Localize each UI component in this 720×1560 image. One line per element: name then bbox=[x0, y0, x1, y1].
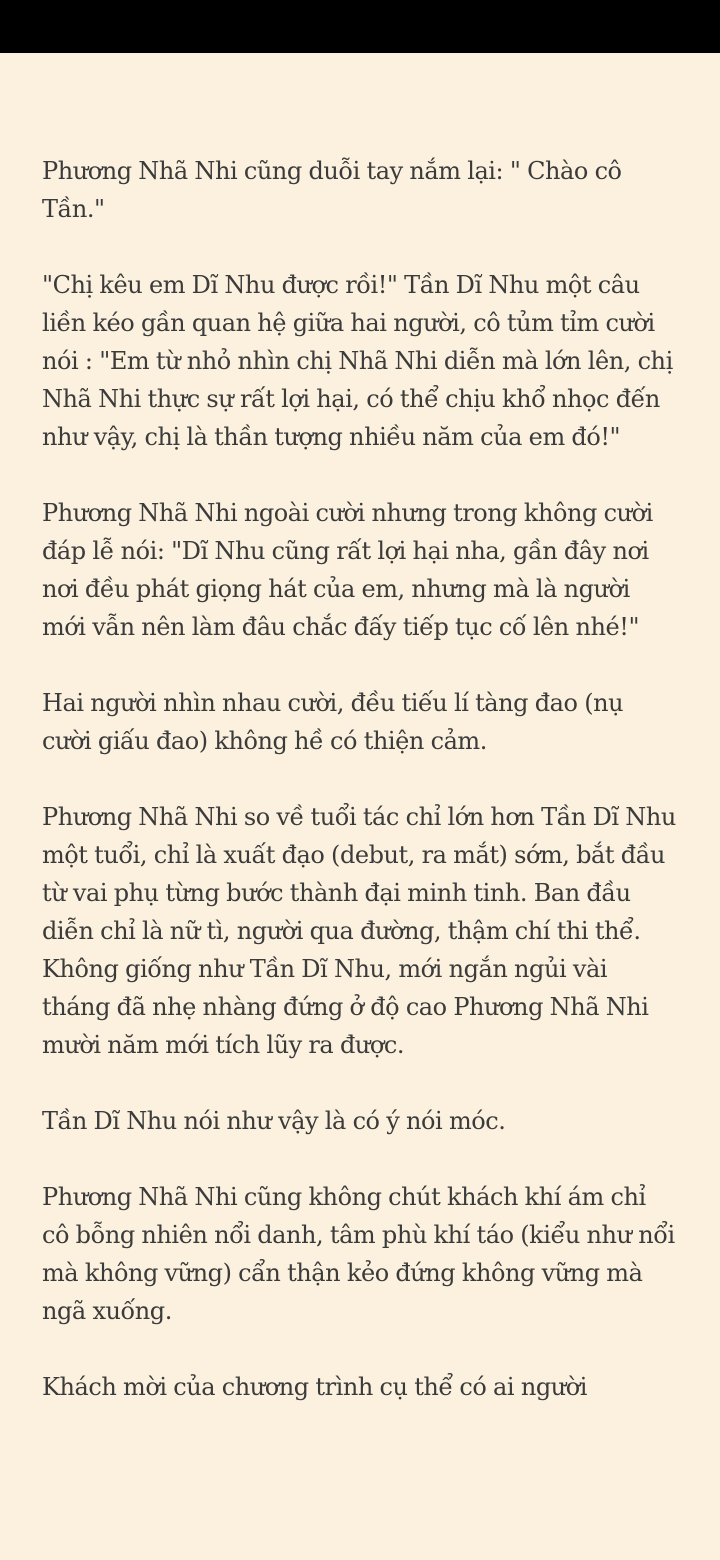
paragraph: Phương Nhã Nhi ngoài cười nhưng trong không cười đáp lễ nói: "Dĩ Nhu cũng rất lợi hại nha, gần đây nơi nơi đều phát giọng hát của em, nhưng mà là người mới vẫn nên làm đâu chắc đấy tiếp tục cố lên nhé!" bbox=[42, 499, 653, 641]
paragraph: "Chị kêu em Dĩ Nhu được rồi!" Tần Dĩ Nhu một câu liền kéo gần quan hệ giữa hai người, cô tủm tỉm cười nói : "Em từ nhỏ nhìn chị Nhã Nhi diễn mà lớn lên, chị Nhã Nhi thực sự rất lợi hại, có thể chịu khổ nhọc đến như vậy, chị là thần tượng nhiều năm của em đó!" bbox=[42, 271, 673, 451]
reader-content[interactable] bbox=[42, 152, 678, 1510]
paragraph: Khách mời của chương trình cụ thể có ai người bbox=[42, 1373, 587, 1401]
paragraph: Hai người nhìn nhau cười, đều tiếu lí tàng đao (nụ cười giấu đao) không hề có thiện cảm. bbox=[42, 689, 624, 755]
paragraph: Phương Nhã Nhi cũng không chút khách khí ám chỉ cô bỗng nhiên nổi danh, tâm phù khí táo (kiểu như nổi mà không vững) cẩn thận kẻo đứng không vững mà ngã xuống. bbox=[42, 1183, 675, 1325]
paragraph: Phương Nhã Nhi so về tuổi tác chỉ lớn hơn Tần Dĩ Nhu một tuổi, chỉ là xuất đạo (debut, ra mắt) sớm, bắt đầu từ vai phụ từng bước thành đại minh tinh. Ban đầu diễn chỉ là nữ tì, người qua đường, thậm chí thi thể. Không giống như Tần Dĩ Nhu, mới ngắn ngủi vài tháng đã nhẹ nhàng đứng ở độ cao Phương Nhã Nhi mười năm mới tích lũy ra được. bbox=[42, 803, 676, 1059]
status-bar bbox=[0, 0, 720, 53]
paragraph: Phương Nhã Nhi cũng duỗi tay nắm lại: " Chào cô Tần." bbox=[42, 157, 622, 223]
bottom-margin bbox=[0, 1510, 720, 1560]
paragraph: Tần Dĩ Nhu nói như vậy là có ý nói móc. bbox=[42, 1107, 506, 1135]
